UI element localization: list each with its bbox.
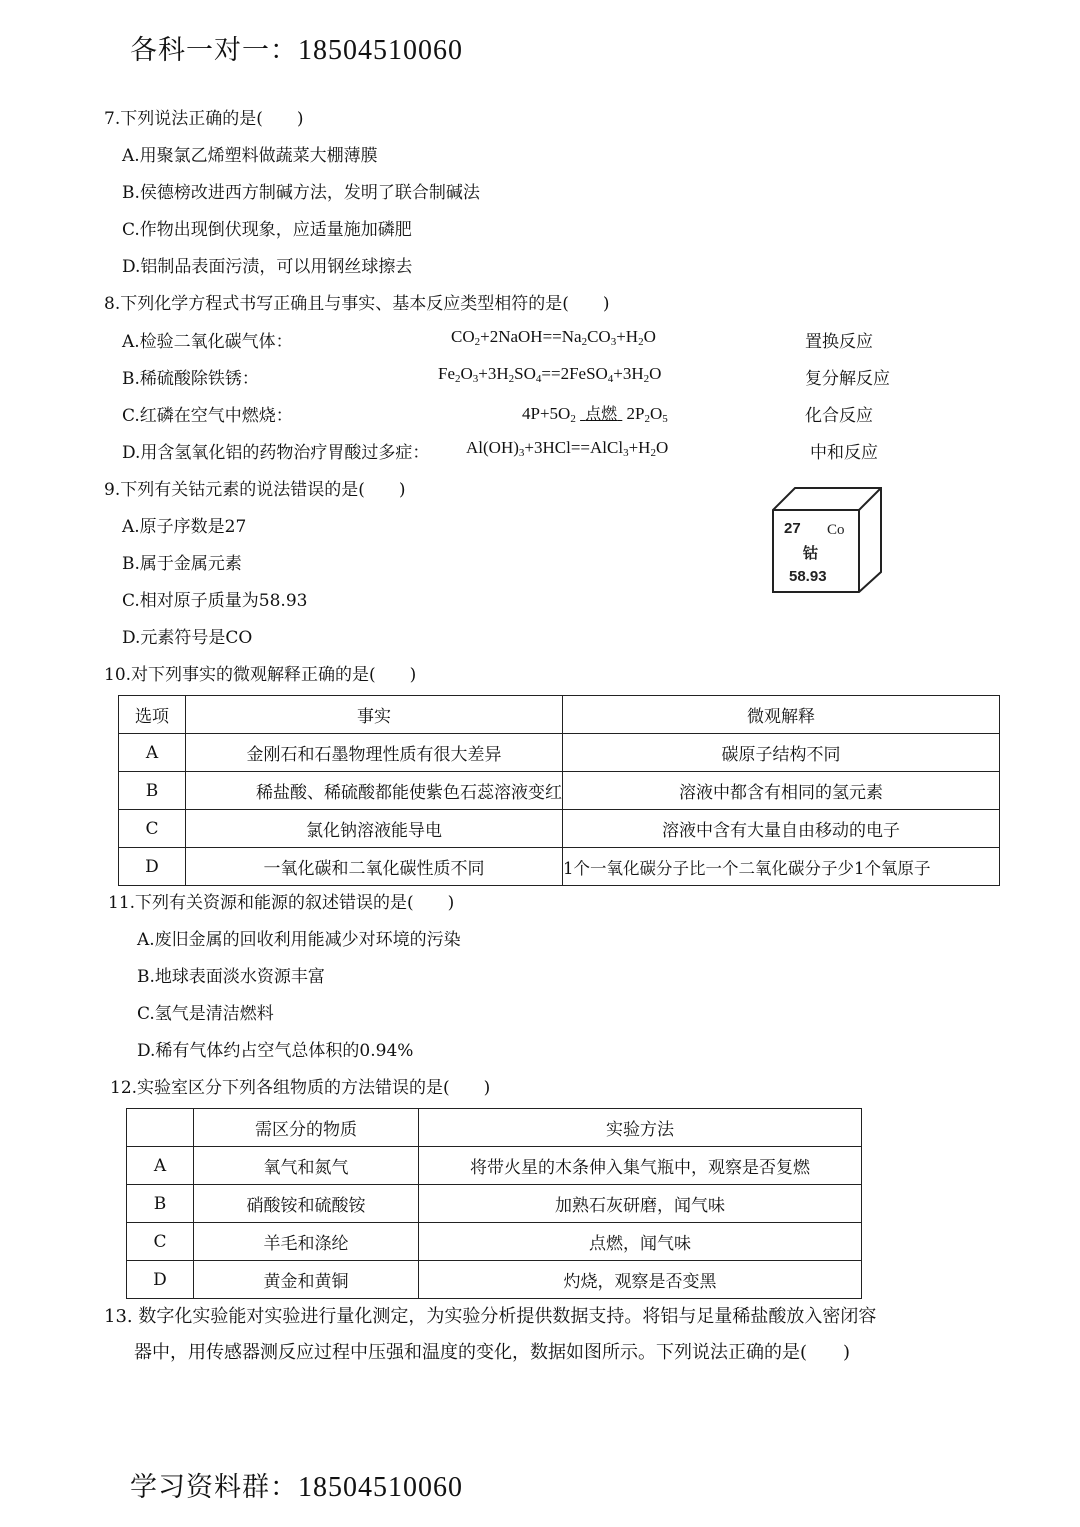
table-row (119, 772, 1000, 810)
q8-option-a-label: A.检验二氧化碳气体： (122, 332, 293, 352)
table-cell: 硝酸铵和硫酸铵 (194, 1185, 419, 1223)
q9-stem: 9.下列有关钴元素的说法错误的是( ) (104, 480, 406, 500)
q7-option-a: A.用聚氯乙烯塑料做蔬菜大棚薄膜 (122, 146, 378, 166)
table-cell: 将带火星的木条伸入集气瓶中，观察是否复燃 (419, 1147, 862, 1185)
q8-option-b-label: B.稀硫酸除铁锈： (122, 369, 259, 389)
footer-label: 学习资料群： (130, 1472, 298, 1503)
table-cell: 黄金和黄铜 (194, 1261, 419, 1299)
q9-option-c: C.相对原子质量为58.93 (122, 591, 308, 611)
q8-type-d: 中和反应 (810, 443, 878, 463)
q8-equation-a: $CO_2+2NaOH==Na_2CO_3+H_2O$ (451, 327, 656, 348)
q8-type-a: 置换反应 (805, 332, 873, 352)
table-cell: 碳原子结构不同 (563, 734, 1000, 772)
footer-contact (130, 1465, 463, 1504)
table-cell: 氯化钠溶液能导电 (186, 810, 563, 848)
q8-option-c-label: C.红磷在空气中燃烧： (122, 406, 293, 426)
header-label: 各科一对一： (130, 35, 298, 66)
q13-line-1: 13. 数字化实验能对实验进行量化测定，为实验分析提供数据支持。将铝与足量稀盐酸放入密闭容 (104, 1306, 877, 1327)
element-cube-figure (765, 480, 887, 602)
table-cell: B (127, 1185, 194, 1223)
table-row (127, 1147, 862, 1185)
q8-stem: 8.下列化学方程式书写正确且与事实、基本反应类型相符的是( ) (104, 294, 610, 314)
table-row (119, 734, 1000, 772)
table-header-row (127, 1109, 862, 1147)
q9-option-a: A.原子序数是27 (122, 517, 247, 537)
table-cell: A (127, 1147, 194, 1185)
table-cell: 一氧化碳和二氧化碳性质不同 (186, 848, 563, 886)
footer-phone: 18504510060 (298, 1472, 463, 1503)
q8-type-b: 复分解反应 (805, 369, 890, 389)
table-cell: A (119, 734, 186, 772)
header-contact (130, 28, 463, 67)
table-cell: 羊毛和涤纶 (194, 1223, 419, 1261)
q7-option-c: C.作物出现倒伏现象，应适量施加磷肥 (122, 220, 412, 240)
table-row (127, 1261, 862, 1299)
q11-option-c: C.氢气是清洁燃料 (137, 1004, 274, 1024)
q9-option-d: D.元素符号是CO (122, 628, 253, 648)
q12-header-method: 实验方法 (419, 1109, 862, 1147)
table-cell: C (119, 810, 186, 848)
q8-type-c: 化合反应 (805, 406, 873, 426)
q10-header-fact: 事实 (186, 696, 563, 734)
table-row (119, 848, 1000, 886)
table-cell: B (119, 772, 186, 810)
q8-equation-d: $Al(OH)_3+3HCl==AlCl_3+H_2O$ (466, 438, 669, 459)
q13-line-2: 器中，用传感器测反应过程中压强和温度的变化，数据如图所示。下列说法正确的是( ) (134, 1342, 851, 1363)
header-phone: 18504510060 (298, 35, 463, 66)
table-cell: 氧气和氮气 (194, 1147, 419, 1185)
q9-option-b: B.属于金属元素 (122, 554, 242, 574)
q7-stem: 7.下列说法正确的是( ) (104, 109, 304, 129)
element-symbol: Co (827, 522, 845, 538)
q12-header-substances: 需区分的物质 (194, 1109, 419, 1147)
table-row (127, 1223, 862, 1261)
q11-option-b: B.地球表面淡水资源丰富 (137, 967, 325, 987)
table-cell: 稀盐酸、稀硫酸都能使紫色石蕊溶液变红 (186, 772, 563, 810)
table-cell: 溶液中都含有相同的氢元素 (563, 772, 1000, 810)
q10-table (118, 695, 1000, 886)
q11-option-a: A.废旧金属的回收利用能减少对环境的污染 (137, 930, 461, 950)
q10-header-explanation: 微观解释 (563, 696, 1000, 734)
table-cell: 灼烧，观察是否变黑 (419, 1261, 862, 1299)
q8-equation-c: $4P+5O_2$ 点燃 $2P_2O_5$ (522, 404, 668, 425)
element-name: 钴 (803, 544, 819, 562)
table-cell: 金刚石和石墨物理性质有很大差异 (186, 734, 563, 772)
table-cell: 加熟石灰研磨，闻气味 (419, 1185, 862, 1223)
q12-table (126, 1108, 862, 1299)
table-cell: 溶液中含有大量自由移动的电子 (563, 810, 1000, 848)
q10-header-option: 选项 (119, 696, 186, 734)
q8-option-d-label: D.用含氢氧化铝的药物治疗胃酸过多症： (122, 443, 430, 463)
q11-stem: 11.下列有关资源和能源的叙述错误的是( ) (108, 893, 455, 913)
q10-stem: 10.对下列事实的微观解释正确的是( ) (104, 665, 417, 685)
table-cell: 1个一氧化碳分子比一个二氧化碳分子少1个氧原子 (563, 848, 1000, 886)
q7-option-d: D.铝制品表面污渍，可以用钢丝球擦去 (122, 257, 413, 277)
q7-option-b: B.侯德榜改进西方制碱方法，发明了联合制碱法 (122, 183, 480, 203)
table-cell: C (127, 1223, 194, 1261)
table-row (119, 810, 1000, 848)
element-number: 27 (784, 520, 801, 537)
table-cell: D (119, 848, 186, 886)
q8-equation-b: $Fe_2O_3+3H_2SO_4==2FeSO_4+3H_2O$ (438, 364, 662, 385)
q12-stem: 12.实验室区分下列各组物质的方法错误的是( ) (110, 1078, 491, 1098)
table-row (127, 1185, 862, 1223)
q11-option-d: D.稀有气体约占空气总体积的0.94% (137, 1041, 414, 1061)
q12-header-blank (127, 1109, 194, 1147)
table-header-row (119, 696, 1000, 734)
element-mass: 58.93 (789, 568, 827, 585)
table-cell: D (127, 1261, 194, 1299)
q8-condition-c: 点燃 (585, 404, 618, 423)
table-cell: 点燃，闻气味 (419, 1223, 862, 1261)
